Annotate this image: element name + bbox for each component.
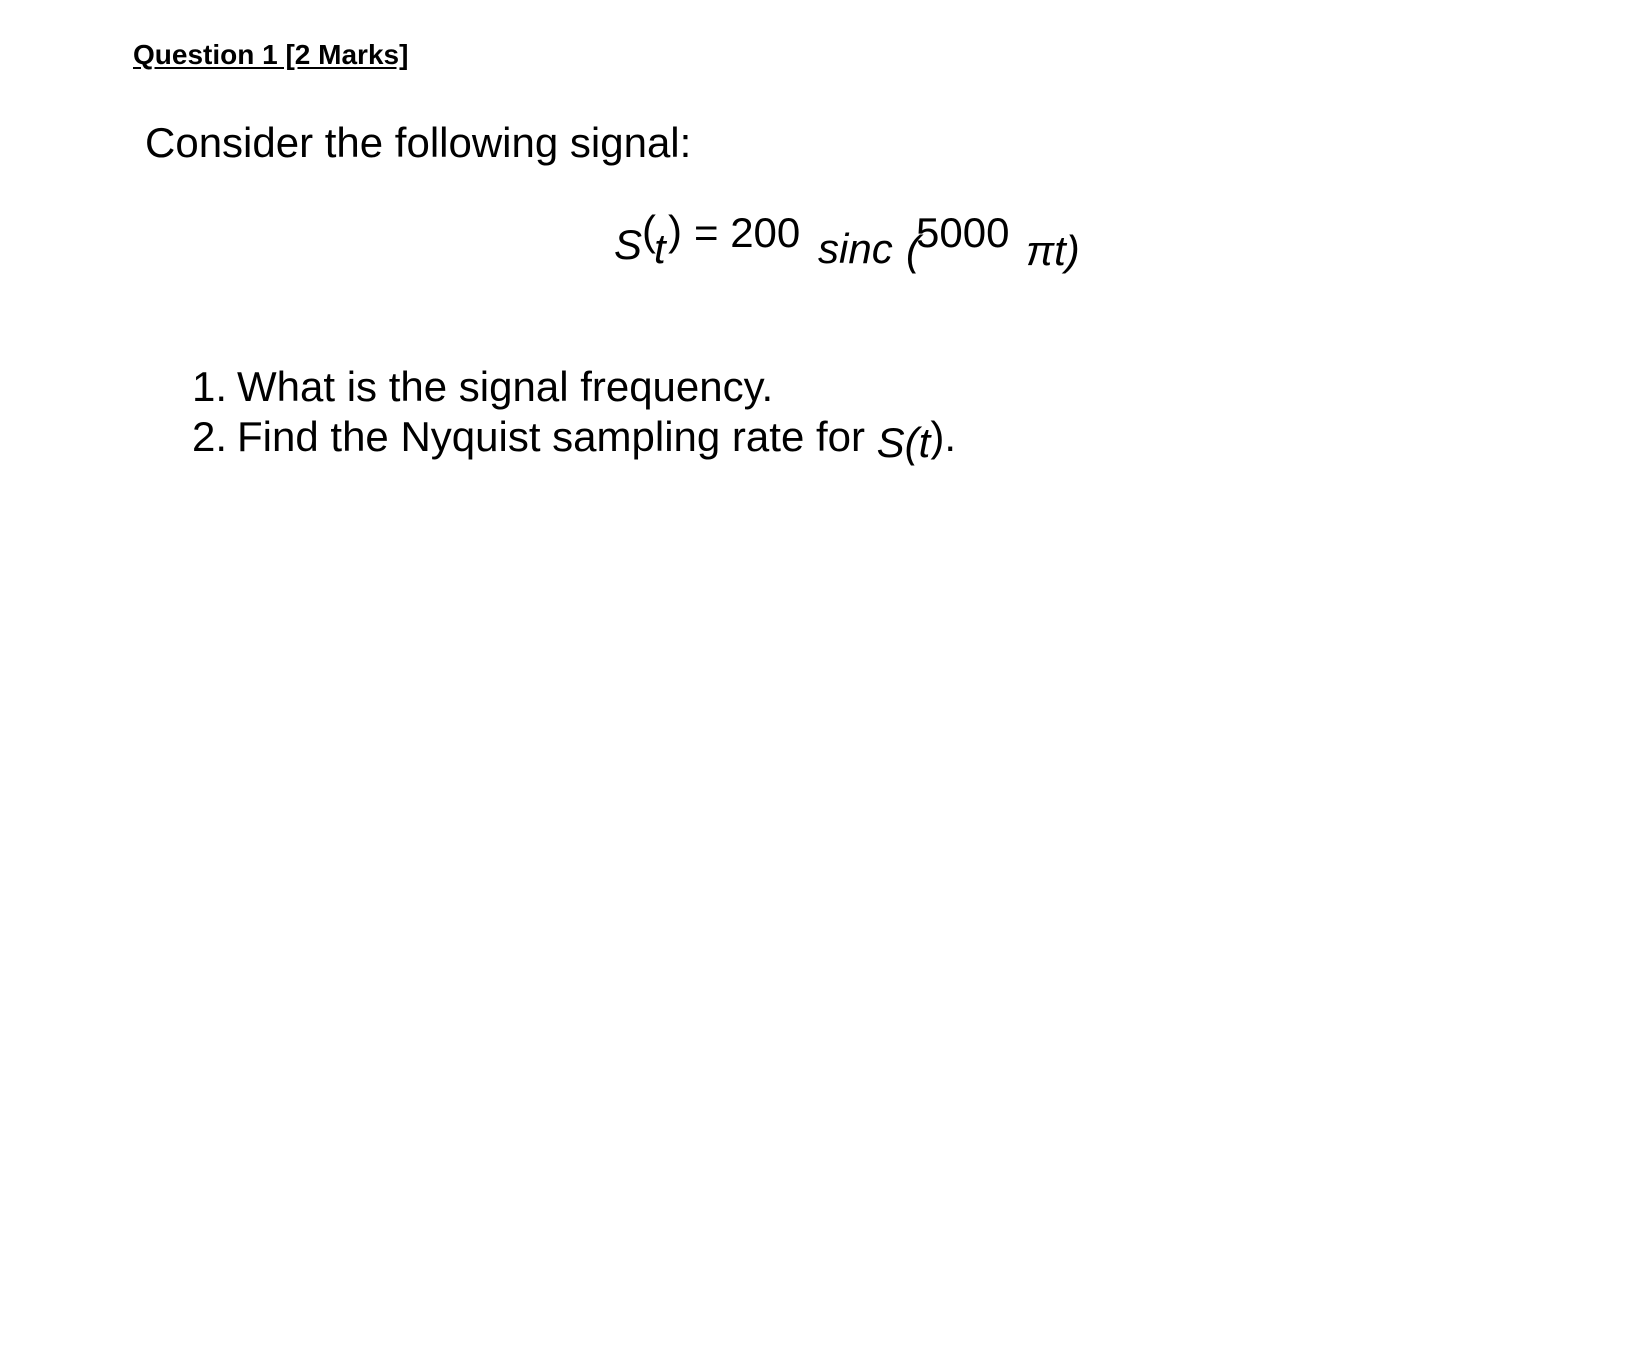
question-number: 1. (192, 363, 228, 410)
equation-amplitude: = 200 (694, 209, 801, 256)
equation-lhs-var: S (614, 221, 643, 268)
question-text: Find the Nyquist sampling rate for (237, 413, 877, 460)
equation-coefficient: 5000 (916, 209, 1010, 256)
intro-text: Consider the following signal: (145, 119, 692, 166)
list-item (192, 362, 956, 412)
question-list (192, 362, 956, 466)
equation-function: sinc (818, 225, 893, 272)
question-heading: Question 1 [2 Marks] (133, 39, 409, 70)
equation-close-paren-1: ) (668, 207, 682, 254)
equation-open-paren-1: ( (642, 207, 656, 254)
question-end: ). (930, 413, 956, 460)
question-text: What is the signal frequency. (237, 363, 774, 410)
question-signal-var: S(t (876, 419, 931, 466)
equation-open-paren-2: ( (906, 227, 920, 274)
signal-equation (614, 207, 1094, 280)
list-item (192, 412, 956, 466)
equation-pi-t: πt) (1026, 227, 1080, 274)
question-number: 2. (192, 413, 228, 460)
equation-lhs-arg: t (654, 225, 666, 272)
